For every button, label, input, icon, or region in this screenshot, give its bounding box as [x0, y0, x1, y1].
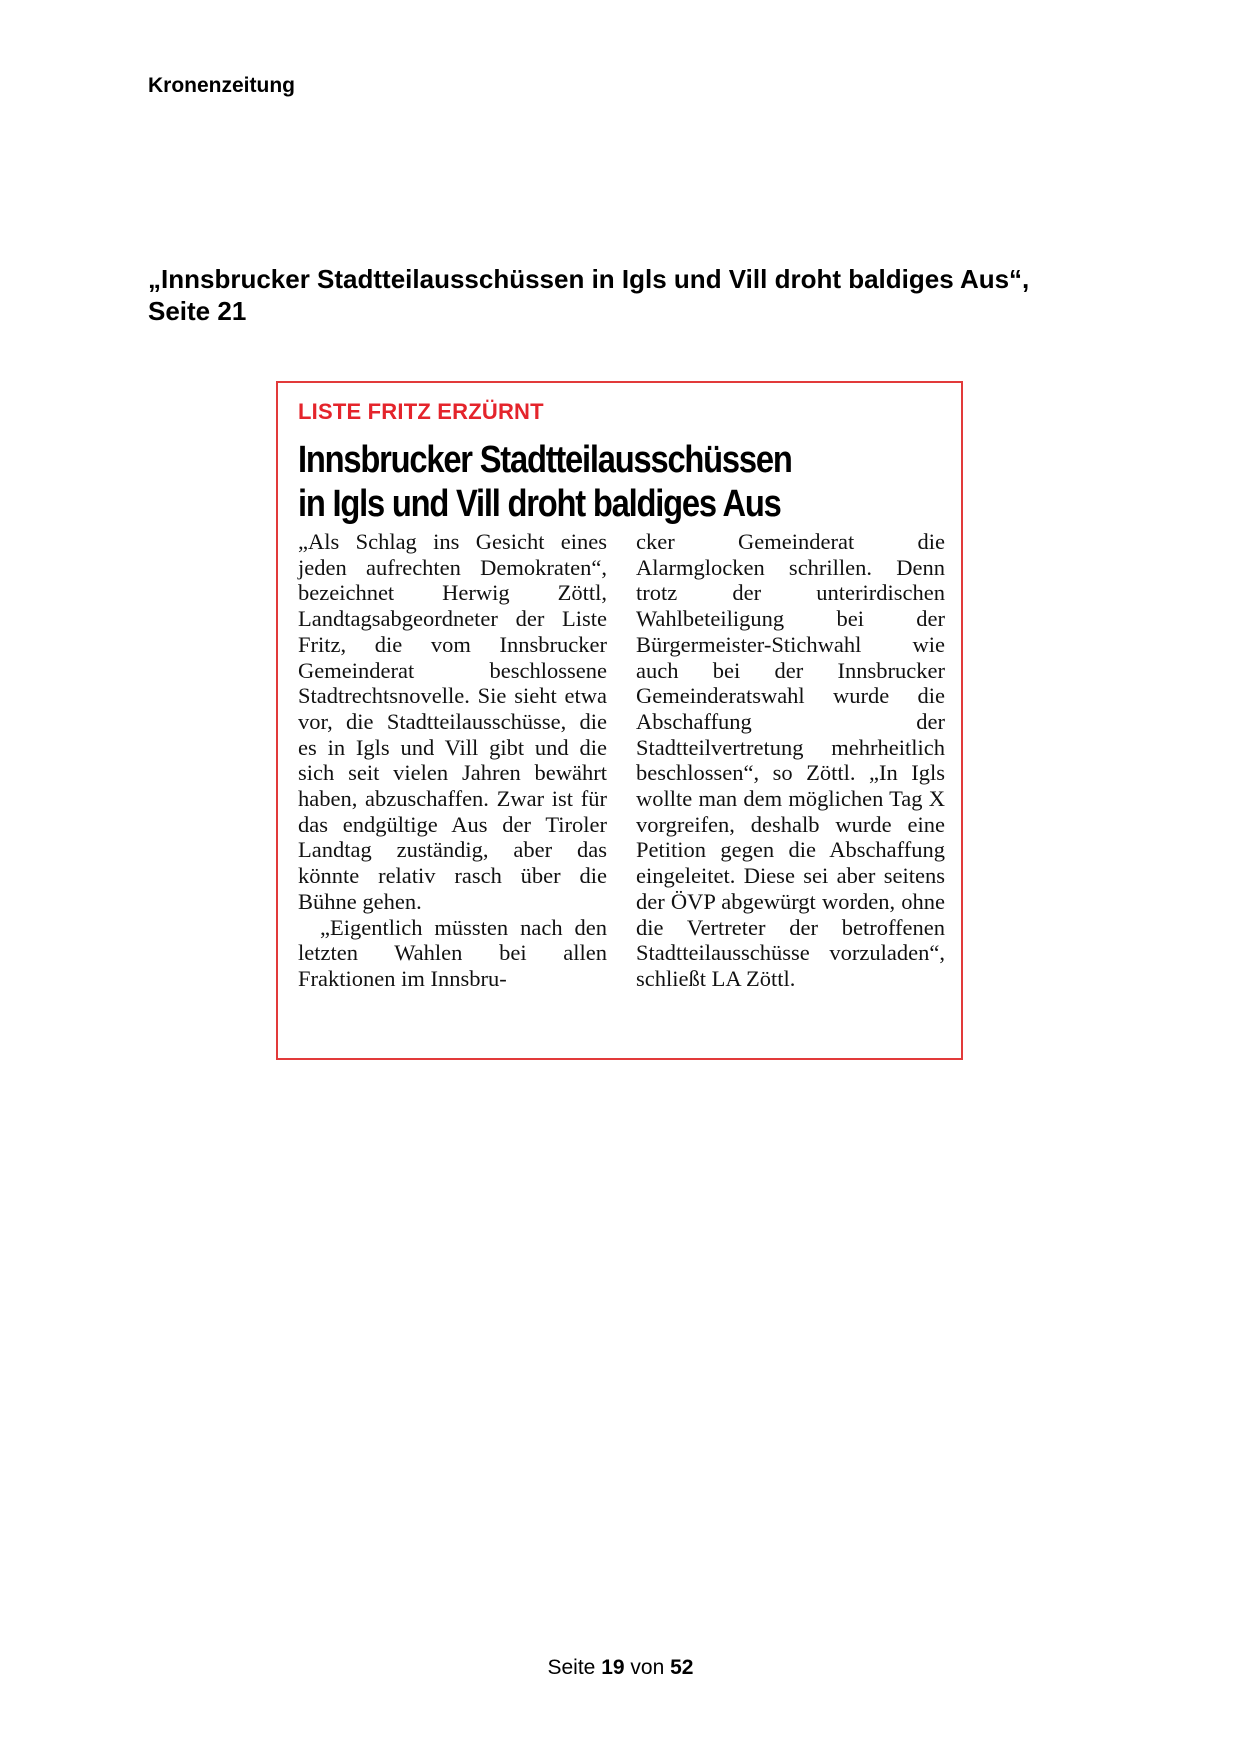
- page-footer: [0, 1656, 1241, 1680]
- article-kicker: LISTE FRITZ ERZÜRNT: [298, 399, 544, 424]
- document-title: [148, 263, 1108, 327]
- article-headline: [298, 438, 857, 526]
- source-name: Kronenzeitung: [148, 74, 295, 97]
- article-body: [298, 529, 945, 992]
- article-column-2: [636, 529, 945, 992]
- article-paragraph: cker Gemeinderat die Alarmglocken schrillen. Denn trotz der unterirdischen Wahlbeteiligung bei der Bürgermeister-Stichwahl wie auch bei der Innsbrucker Gemeinderatswahl wurde die Abschaffung der Stadtteilvertretung mehrheitlich beschlossen“, so Zöttl. „In Igls wollte man dem möglichen Tag X vorgreifen, deshalb wurde eine Petition gegen die Abschaffung eingeleitet. Diese sei aber seitens der ÖVP abgewürgt worden, ohne die Vertreter der betroffenen Stadtteilausschüsse vorzuladen“, schließt LA Zöttl.: [636, 529, 945, 991]
- document-title-line-1: „Innsbrucker Stadtteilausschüssen in Igls und Vill droht baldiges Aus“,: [148, 264, 1030, 294]
- article-column-1: [298, 529, 607, 992]
- article-paragraph: „Eigentlich müssten nach den letzten Wahlen bei allen Fraktionen im Innsbru-: [298, 914, 607, 991]
- document-title-line-2: Seite 21: [148, 296, 247, 326]
- article-headline-line-1: Innsbrucker Stadtteilausschüssen: [298, 439, 792, 481]
- article-headline-line-2: in Igls und Vill droht baldiges Aus: [298, 483, 781, 525]
- newspaper-clipping: [276, 381, 963, 1060]
- page-total: 52: [670, 1656, 694, 1679]
- page-of-label: von: [630, 1656, 665, 1679]
- article-paragraph: „Als Schlag ins Gesicht eines jeden aufrechten Demokraten“, bezeichnet Herwig Zöttl, Landtagsabgeordneter der Liste Fritz, die vom Innsbrucker Gemeinderat beschlossene Stadtrechtsnovelle. Sie sieht etwa vor, die Stadtteilausschüsse, die es in Igls und Vill gibt und die sich seit vielen Jahren bewährt haben, abzuschaffen. Zwar ist für das endgültige Aus der Tiroler Landtag zuständig, aber das könnte relativ rasch über die Bühne gehen.: [298, 529, 607, 914]
- page-current: 19: [601, 1656, 625, 1679]
- page-label: Seite: [547, 1656, 596, 1679]
